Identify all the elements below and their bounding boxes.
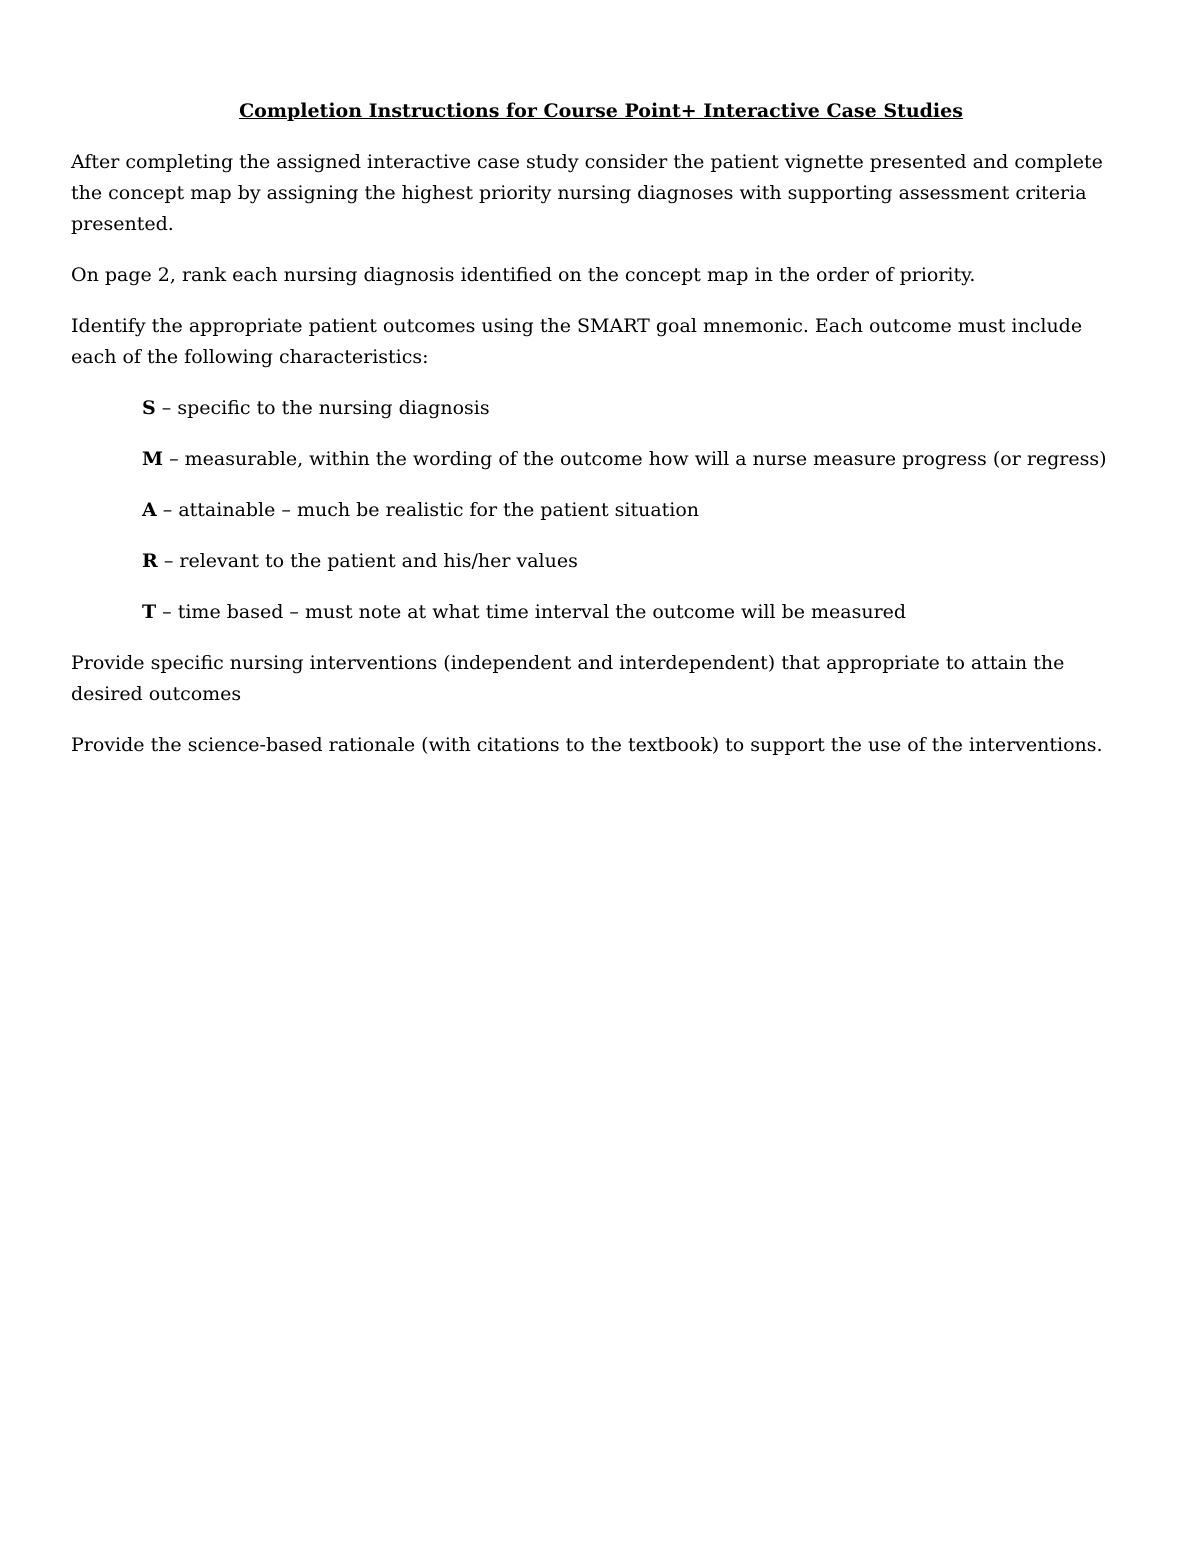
document-content [71, 96, 1131, 781]
smart-item-attainable [142, 495, 1131, 526]
document-title: Completion Instructions for Course Point+ Interactive Case Studies [239, 100, 963, 122]
smart-letter: R [142, 550, 158, 572]
smart-letter: T [142, 601, 157, 623]
smart-item-relevant [142, 546, 1131, 577]
smart-letter: S [142, 397, 156, 419]
paragraph-instructions-intro: After completing the assigned interactive case study consider the patient vignette presented and complete the concept map by assigning the highest priority nursing diagnoses with supporting assessment criteria presented. [71, 151, 1103, 235]
smart-description: – relevant to the patient and his/her values [157, 550, 578, 572]
smart-letter: A [142, 499, 157, 521]
smart-item-specific [142, 393, 1131, 424]
smart-item-time-based [142, 597, 1131, 628]
paragraph-interventions: Provide specific nursing interventions (independent and interdependent) that appropriate to attain the desired outcomes [71, 652, 1065, 705]
smart-description: – specific to the nursing diagnosis [155, 397, 490, 419]
smart-description: – attainable – much be realistic for the patient situation [156, 499, 700, 521]
paragraph-smart-outcomes: Identify the appropriate patient outcomes using the SMART goal mnemonic. Each outcome must include each of the following characteristics: [71, 315, 1083, 368]
paragraph-rank-diagnoses: On page 2, rank each nursing diagnosis identified on the concept map in the order of priority. [71, 264, 976, 286]
smart-letter: M [142, 448, 164, 470]
smart-item-measurable [142, 444, 1131, 475]
smart-description: – measurable, within the wording of the outcome how will a nurse measure progress (or regress) [163, 448, 1107, 470]
smart-goal-list [71, 393, 1131, 628]
smart-description: – time based – must note at what time interval the outcome will be measured [156, 601, 907, 623]
paragraph-rationale: Provide the science-based rationale (with citations to the textbook) to support the use of the interventions. [71, 734, 1103, 756]
